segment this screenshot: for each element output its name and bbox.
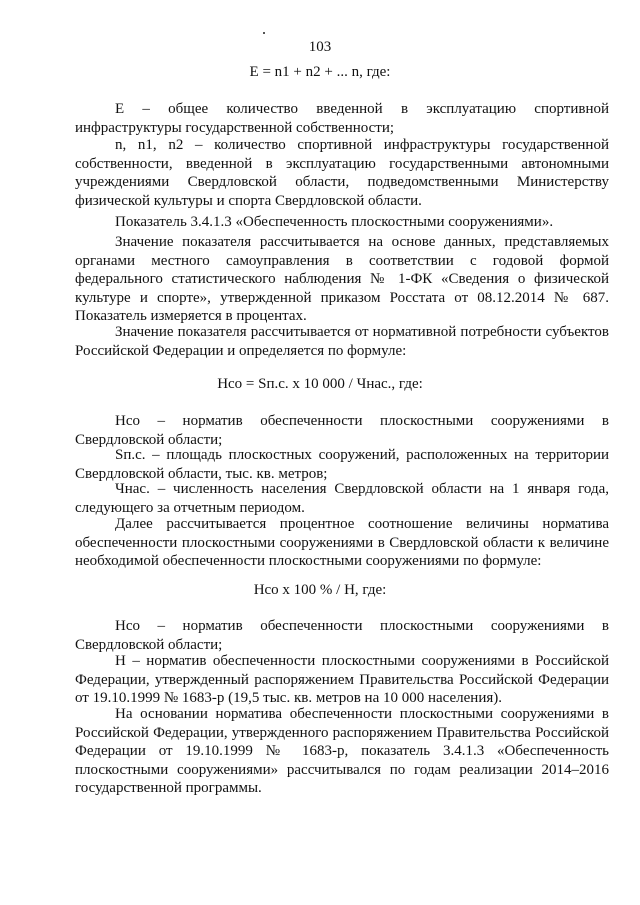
- formula-total: Е = n1 + n2 + ... n, где:: [249, 64, 391, 80]
- page-number: 103: [308, 39, 332, 55]
- definition-e: Е – общее количество введенной в эксплуатацию спортивной инфраструктуры государственной собственности;: [75, 101, 609, 136]
- indicator-norm-intro: Значение показателя рассчитывается от нормативной потребности субъектов Российской Федерации и определяется по формуле:: [75, 324, 609, 359]
- conclusion-paragraph: На основании норматива обеспеченности плоскостными сооружениями в Российской Федерации, утвержденного распоряжением Правительства Российской Федерации от 19.10.1999 № 1683-р, показатель 3.4.1.3 «Обеспеченность плоскостными сооружениями» рассчитывался по годам реализации 2014–2016 государственной программы.: [75, 706, 609, 796]
- definition-n: n, n1, n2 – количество спортивной инфраструктуры государственной собственности, введенной в эксплуатацию государственными автономными учреждениями Свердловской области, подведомственными Министерству физической культуры и спорта Свердловской области.: [75, 137, 609, 209]
- definition-population: Чнас. – численность населения Свердловской области на 1 января года, следующего за отчетным периодом.: [75, 481, 609, 516]
- formula-hco: Нсо = Sп.с. х 10 000 / Чнас., где:: [217, 376, 423, 392]
- percent-ratio-intro: Далее рассчитывается процентное соотношение величины норматива обеспеченности плоскостными сооружениями в Свердловской области к величине необходимой обеспеченности плоскостными сооружениями по формуле:: [75, 516, 609, 569]
- definition-hco: Нсо – норматив обеспеченности плоскостными сооружениями в Свердловской области;: [75, 413, 609, 448]
- formula-percent: Нсо х 100 % / Н, где:: [253, 582, 387, 598]
- indicator-data-source: Значение показателя рассчитывается на основе данных, представляемых органами местного самоуправления в соответствии с годовой формой федерального статистического наблюдения № 1-ФК «Сведения о физической культуре и спорте», утвержденной приказом Росстата от 08.12.2014 № 687. Показатель измеряется в процентах.: [75, 234, 609, 324]
- definition-area: Sп.с. – площадь плоскостных сооружений, расположенных на территории Свердловской области, тыс. кв. метров;: [75, 447, 609, 482]
- scan-mark: [263, 32, 265, 34]
- indicator-title: Показатель 3.4.1.3 «Обеспеченность плоскостными сооружениями».: [115, 214, 554, 230]
- definition-h: Н – норматив обеспеченности плоскостными сооружениями в Российской Федерации, утвержденный распоряжением Правительства Российской Федерации от 19.10.1999 № 1683-р (19,5 тыс. кв. метров на 10 000 населения).: [75, 653, 609, 706]
- definition-hco-repeat: Нсо – норматив обеспеченности плоскостными сооружениями в Свердловской области;: [75, 618, 609, 653]
